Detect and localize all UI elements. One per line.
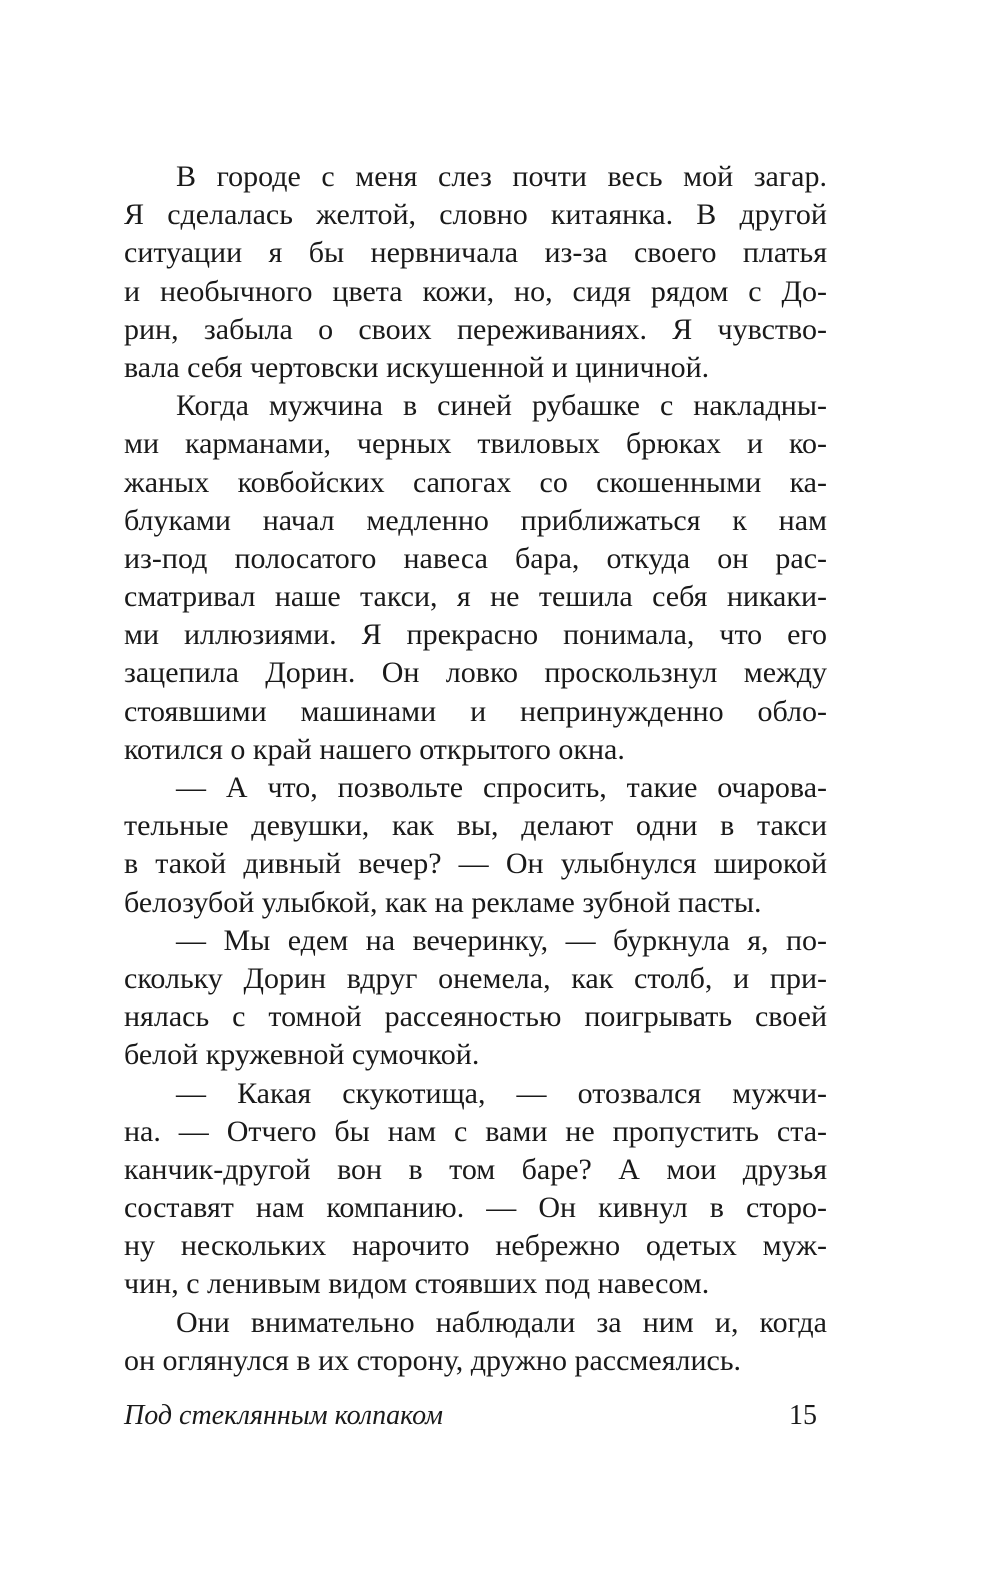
body-text <box>124 158 827 1380</box>
text-line: скольку Дорин вдруг онемела, как столб, и при- <box>124 961 827 995</box>
paragraph <box>124 387 827 769</box>
page-number: 15 <box>789 1400 817 1431</box>
text-line: ми карманами, черных твиловых брюках и ко- <box>124 427 827 461</box>
text-line: — Какая скукотища, — отозвался мужчи- <box>176 1076 827 1110</box>
text-line: вала себя чертовски искушенной и циничной. <box>124 350 710 384</box>
text-line: котился о край нашего открытого окна. <box>124 732 625 766</box>
text-line: сматривал наше такси, я не тешила себя никаки- <box>124 580 827 614</box>
text-line: ми иллюзиями. Я прекрасно понимала, что его <box>124 618 827 652</box>
text-line: он оглянулся в их сторону, дружно рассмеялись. <box>124 1343 742 1377</box>
text-line: на. — Отчего бы нам с вами не пропустить ста- <box>124 1114 827 1148</box>
text-line: В городе с меня слез почти весь мой загар. <box>176 160 827 193</box>
text-line: — А что, позвольте спросить, такие очарова- <box>176 771 827 804</box>
page-footer <box>124 1400 827 1440</box>
text-line: ну нескольких нарочито небрежно одетых муж- <box>124 1229 827 1263</box>
paragraph <box>124 769 827 922</box>
text-line: Когда мужчина в синей рубашке с накладны- <box>176 389 827 423</box>
text-line: белой кружевной сумочкой. <box>124 1038 480 1072</box>
text-line: жаных ковбойских сапогах со скошенными ка- <box>124 465 827 499</box>
text-line: чин, с ленивым видом стоявших под навесом. <box>124 1267 710 1301</box>
text-line: ситуации я бы нервничала из-за своего платья <box>124 236 827 270</box>
text-line: Я сделалась желтой, словно китаянка. В другой <box>124 198 827 232</box>
text-line: зацепила Дорин. Он ловко проскользнул между <box>124 656 827 690</box>
text-line: стоявшими машинами и непринужденно обло- <box>124 694 827 728</box>
text-line: составят нам компанию. — Он кивнул в сторо- <box>124 1191 827 1225</box>
text-line: канчик-другой вон в том баре? А мои друзья <box>124 1152 827 1186</box>
paragraph <box>124 922 827 1075</box>
paragraph <box>124 1304 827 1380</box>
text-line: нялась с томной рассеяностью поигрывать своей <box>124 1000 827 1034</box>
text-line: рин, забыла о своих переживаниях. Я чувство- <box>124 312 827 346</box>
text-line: белозубой улыбкой, как на рекламе зубной пасты. <box>124 885 762 919</box>
text-line: Они внимательно наблюдали за ним и, когда <box>176 1305 827 1339</box>
running-title: Под стеклянным колпаком <box>124 1400 443 1431</box>
paragraph <box>124 1075 827 1304</box>
text-line: — Мы едем на вечеринку, — буркнула я, по- <box>176 923 827 957</box>
text-line: и необычного цвета кожи, но, сидя рядом с До- <box>124 274 827 308</box>
text-line: из-под полосатого навеса бара, откуда он рас- <box>124 541 827 575</box>
text-line: блуками начал медленно приближаться к нам <box>124 503 827 537</box>
paragraph <box>124 158 827 387</box>
text-line: тельные девушки, как вы, делают одни в такси <box>124 809 827 843</box>
text-line: в такой дивный вечер? — Он улыбнулся широкой <box>124 847 827 881</box>
